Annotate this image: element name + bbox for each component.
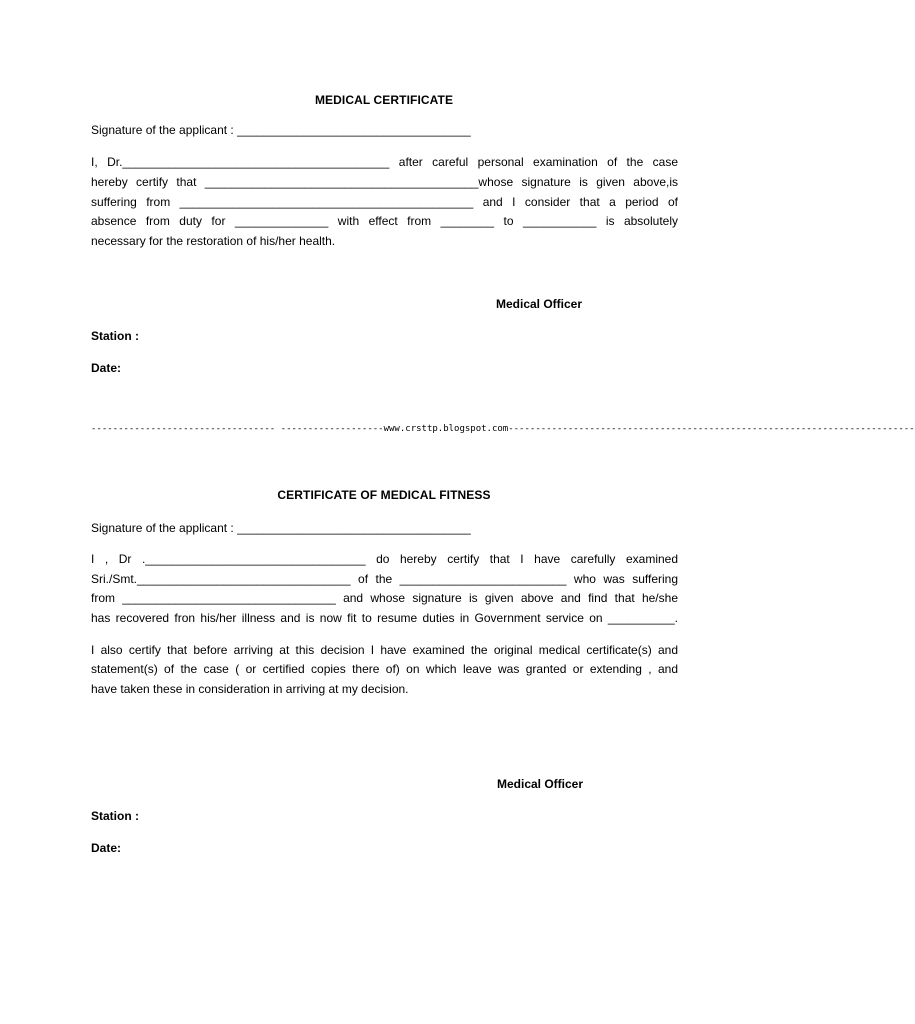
cert2-signature-line: Signature of the applicant : ___________________________________: [91, 521, 471, 535]
fitness-certificate-title: CERTIFICATE OF MEDICAL FITNESS: [277, 488, 491, 502]
cert1-para-line-1: I, Dr.________________________________________ after careful personal examination of the case: [91, 155, 678, 169]
cert1-para-line-2: hereby certify that _________________________________________whose signature is given above,is: [91, 175, 678, 189]
cert2-para2-line-3: have taken these in consideration in arriving at my decision.: [91, 682, 409, 696]
cert2-para1-line-1: I , Dr ._________________________________ do hereby certify that I have carefully examined: [91, 552, 678, 566]
section-divider: ---------------------------------- -------------------www.crsttp.blogspot.com---------------------------------------------------------------------------: [91, 424, 915, 434]
cert1-signature-line: Signature of the applicant : ___________________________________: [91, 123, 471, 137]
cert1-para-line-5: necessary for the restoration of his/her health.: [91, 234, 336, 248]
cert1-station: Station :: [91, 329, 139, 343]
cert2-para1-line-4: has recovered fron his/her illness and is now fit to resume duties in Government service on __________.: [91, 611, 678, 625]
cert2-medical-officer: Medical Officer: [497, 777, 584, 791]
cert1-para-line-4: absence from duty for ______________ with effect from ________ to ___________ is absolutely: [91, 214, 678, 228]
cert1-medical-officer: Medical Officer: [496, 297, 583, 311]
cert1-para-line-3: suffering from ____________________________________________ and I consider that a period of: [91, 195, 678, 209]
cert1-date: Date:: [91, 361, 122, 375]
cert2-para1-line-3: from ________________________________ and whose signature is given above and find that he/she: [91, 591, 678, 605]
cert2-para2-line-2: statement(s) of the case ( or certified copies there of) on which leave was granted or extending , and: [91, 662, 678, 676]
cert2-date: Date:: [91, 841, 122, 855]
cert2-para1-line-2: Sri./Smt.________________________________ of the _________________________ who was suffering: [91, 572, 678, 586]
cert2-station: Station :: [91, 809, 139, 823]
medical-certificate-title: MEDICAL CERTIFICATE: [314, 93, 454, 107]
cert2-para2-line-1: I also certify that before arriving at this decision I have examined the original medical certificate(s) and: [91, 643, 678, 657]
